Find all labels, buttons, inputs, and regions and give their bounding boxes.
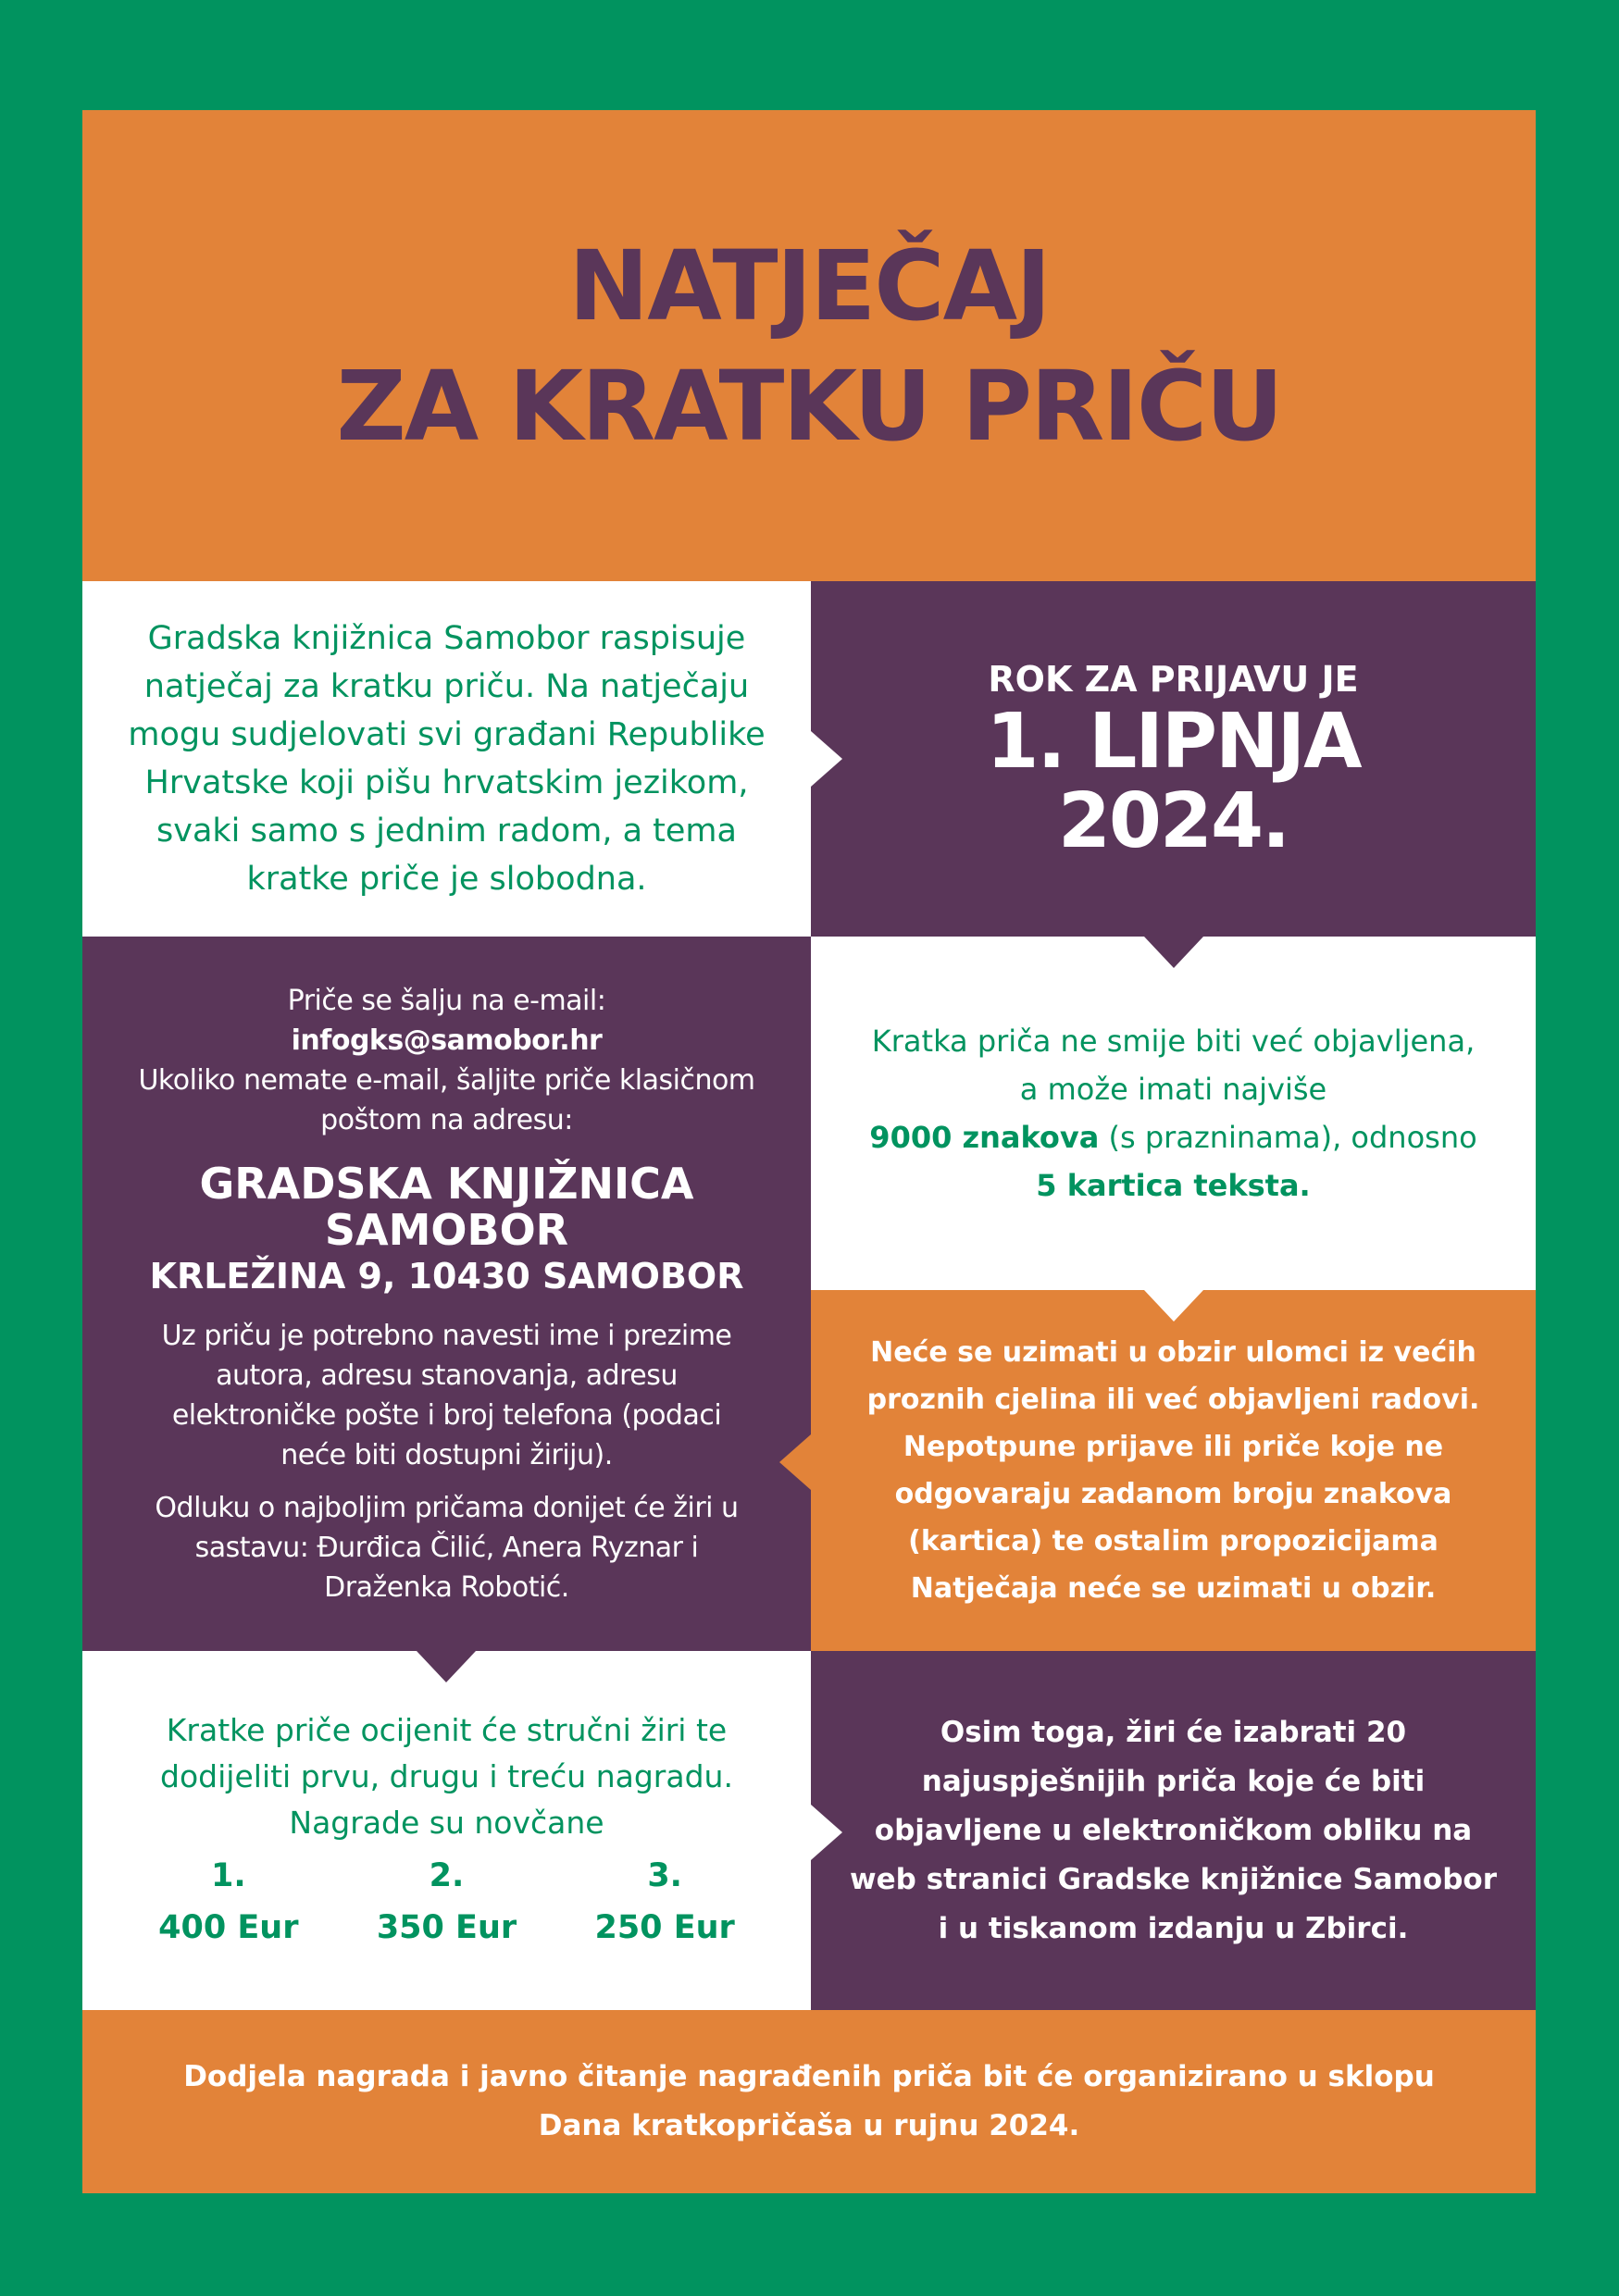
intro-panel bbox=[82, 581, 811, 937]
prizes-subtitle: Nagrade su novčane bbox=[289, 1805, 604, 1841]
deadline-label: ROK ZA PRIJAVU JE bbox=[988, 659, 1359, 700]
prize-third bbox=[594, 1850, 734, 1954]
limits-line4 bbox=[1036, 1161, 1310, 1210]
deadline-panel bbox=[811, 581, 1536, 937]
pointer-limits-down bbox=[1144, 1290, 1203, 1322]
deadline-date-line2: 2024. bbox=[1057, 777, 1289, 865]
limits-line2: a može imati najviše bbox=[1019, 1072, 1327, 1107]
title-line-1: NATJEČAJ bbox=[568, 229, 1050, 342]
limits-panel bbox=[811, 937, 1536, 1290]
address-name-line2: SAMOBOR bbox=[324, 1204, 569, 1255]
footer-text: Dodjela nagrada i javno čitanje nagrađenih priča bit će organizirano u sklopu Dana kratkopričaša u rujnu 2024. bbox=[183, 2060, 1435, 2142]
pointer-intro-right bbox=[811, 731, 842, 787]
prize-amount: 350 Eur bbox=[376, 1909, 517, 1946]
limits-line1: Kratka priča ne smije biti već objavljena, bbox=[871, 1024, 1476, 1059]
address-street: KRLEŽINA 9, 10430 SAMOBOR bbox=[149, 1255, 744, 1297]
email-address[interactable]: infogks@samobor.hr bbox=[291, 1024, 603, 1057]
chars-bold: 9000 znakova bbox=[869, 1120, 1100, 1155]
prize-place: 3. bbox=[647, 1857, 682, 1894]
pointer-rules-left bbox=[779, 1434, 811, 1490]
jury-text: Odluku o najboljim pričama donijet će žiri u sastavu: Đurđica Čilić, Anera Ryznar i Draženka Robotić. bbox=[155, 1491, 739, 1604]
prizes-intro: Kratke priče ocijenit će stručni žiri te dodijeliti prvu, drugu i treću nagradu. bbox=[160, 1712, 733, 1794]
info-text: Uz priču je potrebno navesti ime i prezime autora, adresu stanovanja, adresu elektroničke pošte i broj telefona (podaci neće biti dostupni žiriju). bbox=[161, 1319, 732, 1471]
footer-panel bbox=[82, 2010, 1536, 2193]
pointer-prizes-right bbox=[811, 1805, 842, 1860]
intro-text: Gradska knjižnica Samobor raspisuje natječaj za kratku priču. Na natječaju mogu sudjelovati svi građani Republike Hrvatske koji pišu hrvatskim jezikom, svaki samo s jednim radom, a tema kratke priče je slobodna. bbox=[128, 620, 766, 898]
email-line bbox=[138, 981, 755, 1061]
prizes-panel bbox=[82, 1651, 811, 2010]
prize-place: 2. bbox=[429, 1857, 465, 1894]
prize-place: 1. bbox=[211, 1857, 246, 1894]
rules-panel bbox=[811, 1290, 1536, 1651]
contact-panel bbox=[82, 937, 811, 1651]
title-line-2: ZA KRATKU PRIČU bbox=[336, 349, 1282, 463]
post-text: Ukoliko nemate e-mail, šaljite priče klasičnom poštom na adresu: bbox=[138, 1063, 755, 1136]
prize-row bbox=[119, 1850, 774, 1954]
header-panel bbox=[82, 110, 1536, 581]
pointer-deadline-down bbox=[1144, 937, 1203, 968]
deadline-date-line1: 1. LIPNJA bbox=[986, 698, 1361, 786]
chars-rest: (s prazninama), odnosno bbox=[1099, 1120, 1477, 1155]
address-name-line1: GRADSKA KNJIŽNICA bbox=[199, 1158, 694, 1209]
prize-amount: 250 Eur bbox=[594, 1909, 735, 1946]
prize-first bbox=[158, 1850, 298, 1954]
limits-line3 bbox=[869, 1113, 1476, 1161]
pointer-contact-down bbox=[417, 1651, 476, 1682]
rules-text: Neće se uzimati u obzir ulomci iz većih proznih cjelina ili već objavljeni radovi. Nepotpune prijave ili priče koje ne odgovaraju zadanom broju znakova (kartica) te ostalim propozicijama Natječaja neće se uzimati u obzir. bbox=[866, 1336, 1480, 1605]
selection-text: Osim toga, žiri će izabrati 20 najuspješnijih priča koje će biti objavljene u elektroničkom obliku na web stranici Gradske knjižnice Samobor i u tiskanom izdanju u Zbirci. bbox=[850, 1715, 1497, 1945]
prize-amount: 400 Eur bbox=[158, 1909, 299, 1946]
selection-panel bbox=[811, 1651, 1536, 2010]
cards-bold: 5 kartica teksta. bbox=[1036, 1168, 1311, 1203]
prize-second bbox=[377, 1850, 517, 1954]
email-prefix: Priče se šalju na e-mail: bbox=[287, 984, 606, 1017]
